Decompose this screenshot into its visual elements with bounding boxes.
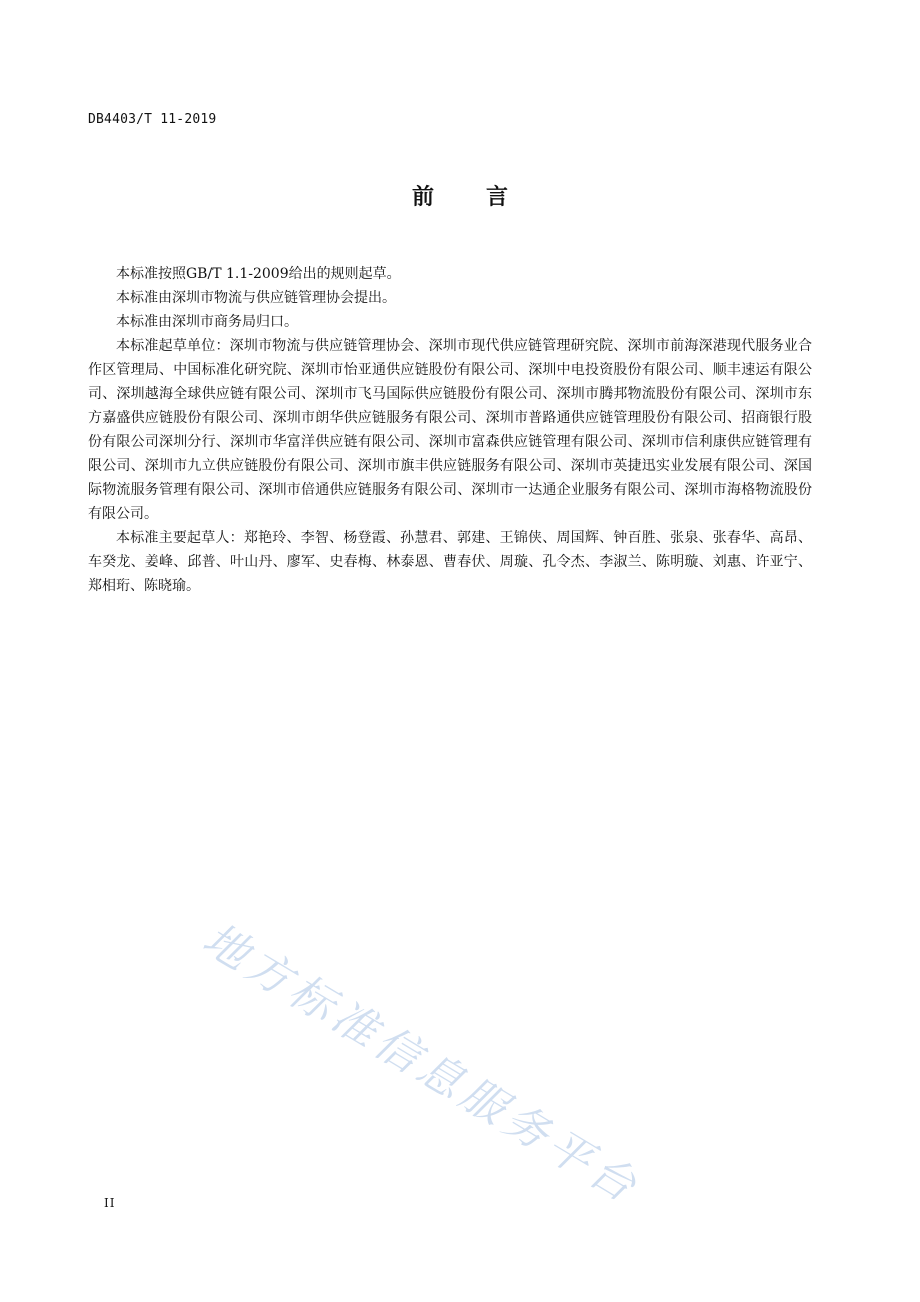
page-number: II — [104, 1196, 116, 1210]
paragraph-drafters: 本标准主要起草人：郑艳玲、李智、杨登霞、孙慧君、郭建、王锦侠、周国辉、钟百胜、张泉、张春华、高昂、车癸龙、姜峰、邱普、叶山丹、廖军、史春梅、林泰恩、曹春伏、周璇、孔令杰、李淑兰、陈明璇、刘惠、许亚宁、郑相珩、陈晓瑜。 — [88, 530, 812, 594]
paragraph-administrator: 本标准由深圳市商务局归口。 — [116, 314, 298, 330]
document-code: DB4403/T 11-2019 — [88, 112, 217, 127]
title-char-1: 前 — [411, 185, 434, 210]
watermark: 地方标准信息服务平台 — [194, 913, 649, 1215]
paragraph-proposer: 本标准由深圳市物流与供应链管理协会提出。 — [116, 290, 396, 306]
page-title — [0, 180, 920, 211]
foreword-body — [88, 262, 812, 598]
paragraph-drafting-rules: 本标准按照GB/T 1.1-2009给出的规则起草。 — [116, 266, 401, 282]
paragraph-drafting-units: 本标准起草单位：深圳市物流与供应链管理协会、深圳市现代供应链管理研究院、深圳市前海深港现代服务业合作区管理局、中国标准化研究院、深圳市怡亚通供应链股份有限公司、深圳中电投资股份有限公司、顺丰速运有限公司、深圳越海全球供应链有限公司、深圳市飞马国际供应链股份有限公司、深圳市腾邦物流股份有限公司、深圳市东方嘉盛供应链股份有限公司、深圳市朗华供应链服务有限公司、深圳市普路通供应链管理股份有限公司、招商银行股份有限公司深圳分行、深圳市华富洋供应链有限公司、深圳市富森供应链管理有限公司、深圳市信利康供应链管理有限公司、深圳市九立供应链股份有限公司、深圳市旗丰供应链服务有限公司、深圳市英捷迅实业发展有限公司、深国际物流服务管理有限公司、深圳市倍通供应链服务有限公司、深圳市一达通企业服务有限公司、深圳市海格物流股份有限公司。 — [88, 338, 812, 522]
title-char-2: 言 — [486, 185, 509, 210]
